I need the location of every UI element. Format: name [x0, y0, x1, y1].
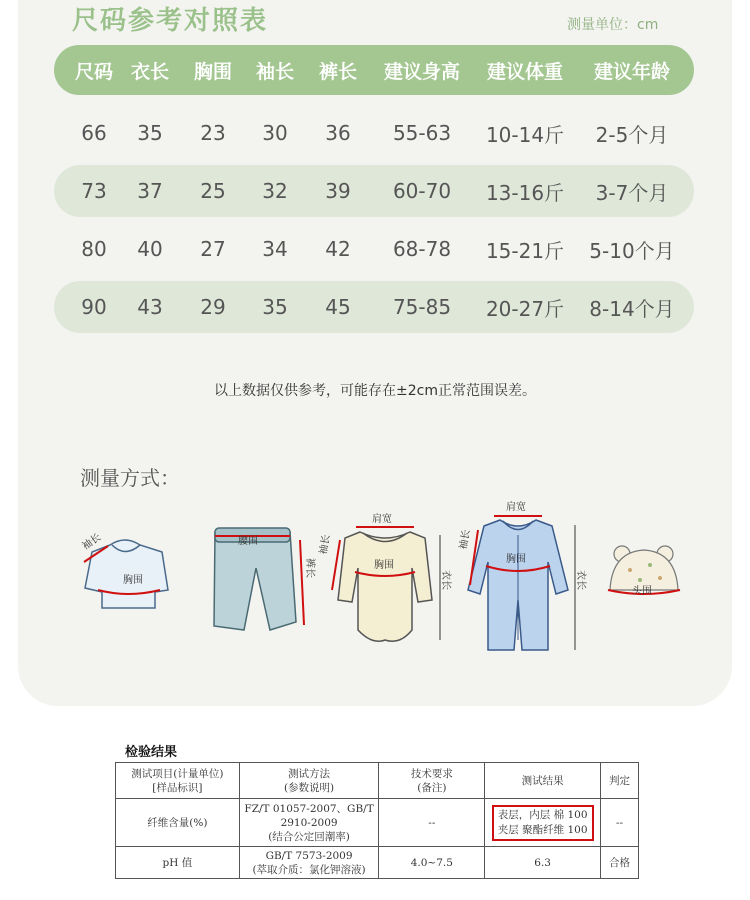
sleeve-label-3: 袖长 — [458, 528, 473, 551]
sleeve-label-2: 袖长 — [318, 533, 333, 556]
ph-method-line: GB/T 7573-2009 — [265, 849, 353, 862]
shoulder-label-2: 肩宽 — [506, 502, 526, 513]
header-req-text: 技术要求 — [410, 767, 453, 780]
table-cell: 30 — [262, 121, 288, 145]
fiber-method — [239, 799, 379, 847]
table-cell: 73 — [81, 179, 107, 203]
fiber-result-line: 表层，内层 棉 100 — [497, 808, 588, 821]
header-pants: 裤长 — [318, 60, 357, 83]
head-label: 头围 — [632, 586, 652, 597]
ph-item: pH 值 — [116, 847, 240, 879]
table-header — [54, 45, 694, 95]
page-title: 尺码参考对照表 — [72, 6, 269, 36]
table-cell: 25 — [200, 179, 226, 203]
table-cell: 55-63 — [392, 121, 452, 145]
inspection-table — [115, 762, 639, 879]
shoulder-label-1: 肩宽 — [372, 514, 392, 525]
table-row — [54, 107, 694, 159]
table-cell: 35 — [262, 295, 288, 319]
table-row — [54, 223, 694, 275]
table-cell: 29 — [200, 295, 226, 319]
header-req-sub: (备注) — [417, 781, 447, 794]
table-cell: 39 — [325, 179, 351, 203]
report-header-row — [116, 763, 639, 799]
fiber-judge: -- — [601, 799, 639, 847]
table-cell: 34 — [262, 237, 288, 261]
header-chest: 胸围 — [193, 60, 232, 83]
chest-label-2: 胸围 — [374, 560, 394, 571]
unit-label: 测量单位：cm — [567, 17, 659, 33]
table-cell: 40 — [137, 237, 163, 261]
table-cell: 3-7个月 — [595, 180, 669, 205]
ph-req: 4.0~7.5 — [379, 847, 485, 879]
table-cell: 20-27斤 — [485, 296, 565, 321]
fiber-result — [485, 799, 601, 847]
table-cell: 68-78 — [392, 237, 452, 261]
table-cell: 35 — [137, 121, 163, 145]
table-cell: 8-14个月 — [589, 296, 675, 321]
table-cell: 43 — [137, 295, 163, 319]
waist-label: 腰围 — [238, 536, 258, 547]
ph-judge: 合格 — [601, 847, 639, 879]
fiber-result-highlight — [492, 805, 594, 841]
table-cell: 42 — [325, 237, 351, 261]
fiber-item: 纤维含量(%) — [116, 799, 240, 847]
table-row — [54, 281, 694, 333]
ph-method-line: (萃取介质：氯化钾溶液) — [252, 863, 366, 876]
pants-illustration — [214, 528, 317, 630]
body-length-label-2: 衣长 — [575, 570, 586, 590]
report-header-req — [379, 763, 485, 799]
body-length-label-1: 衣长 — [440, 570, 451, 590]
header-age: 建议年龄 — [593, 60, 670, 83]
report-header-item — [116, 763, 240, 799]
table-cell: 13-16斤 — [485, 180, 565, 205]
fiber-result-line: 夹层 聚酯纤维 100 — [497, 823, 588, 836]
fiber-req: -- — [379, 799, 485, 847]
onesie-illustration — [316, 512, 453, 641]
sleeve-label-1: 袖长 — [80, 531, 104, 553]
chest-label-3: 胸围 — [506, 554, 526, 565]
header-method-sub: (参数说明) — [283, 781, 335, 794]
measurement-method-title: 测量方式： — [80, 466, 180, 490]
header-weight: 建议体重 — [486, 60, 563, 83]
header-size: 尺码 — [74, 60, 113, 83]
pants-length-label: 裤长 — [304, 558, 315, 578]
measurement-illustrations — [0, 490, 750, 660]
table-cell: 5-10个月 — [589, 238, 675, 263]
chest-label-1: 胸围 — [123, 575, 143, 586]
table-cell: 27 — [200, 237, 226, 261]
table-cell: 2-5个月 — [595, 122, 669, 147]
table-cell: 75-85 — [392, 295, 452, 319]
hat-illustration — [608, 546, 680, 597]
table-cell: 32 — [262, 179, 288, 203]
fiber-method-line: 2910-2009 — [280, 816, 338, 829]
table-cell: 15-21斤 — [485, 238, 565, 263]
report-title: 检验结果 — [125, 745, 178, 760]
table-cell: 66 — [81, 121, 107, 145]
header-length: 衣长 — [130, 60, 169, 83]
table-cell: 45 — [325, 295, 351, 319]
report-header-result: 测试结果 — [485, 763, 601, 799]
header-sleeve: 袖长 — [255, 60, 294, 83]
report-row-ph — [116, 847, 639, 879]
disclaimer-note: 以上数据仅供参考，可能存在±2cm正常范围误差。 — [214, 383, 536, 399]
header-item-text: 测试项目(计量单位) — [131, 767, 224, 780]
report-row-fiber — [116, 799, 639, 847]
report-header-method — [239, 763, 379, 799]
table-cell: 60-70 — [392, 179, 452, 203]
top-illustration — [79, 530, 168, 608]
fiber-method-line: (结合公定回潮率) — [268, 830, 350, 843]
report-header-judge: 判定 — [601, 763, 639, 799]
header-method-text: 测试方法 — [288, 767, 331, 780]
table-cell: 90 — [81, 295, 107, 319]
table-row — [54, 165, 694, 217]
header-item-sub: [样品标识] — [152, 781, 203, 794]
table-cell: 37 — [137, 179, 163, 203]
fiber-method-line: FZ/T 01057-2007、GB/T — [244, 802, 374, 815]
table-cell: 36 — [325, 121, 351, 145]
romper-illustration — [456, 500, 588, 650]
table-cell: 23 — [200, 121, 226, 145]
ph-method — [239, 847, 379, 879]
table-cell: 80 — [81, 237, 107, 261]
ph-result: 6.3 — [485, 847, 601, 879]
table-cell: 10-14斤 — [485, 122, 565, 147]
header-height: 建议身高 — [383, 60, 460, 83]
